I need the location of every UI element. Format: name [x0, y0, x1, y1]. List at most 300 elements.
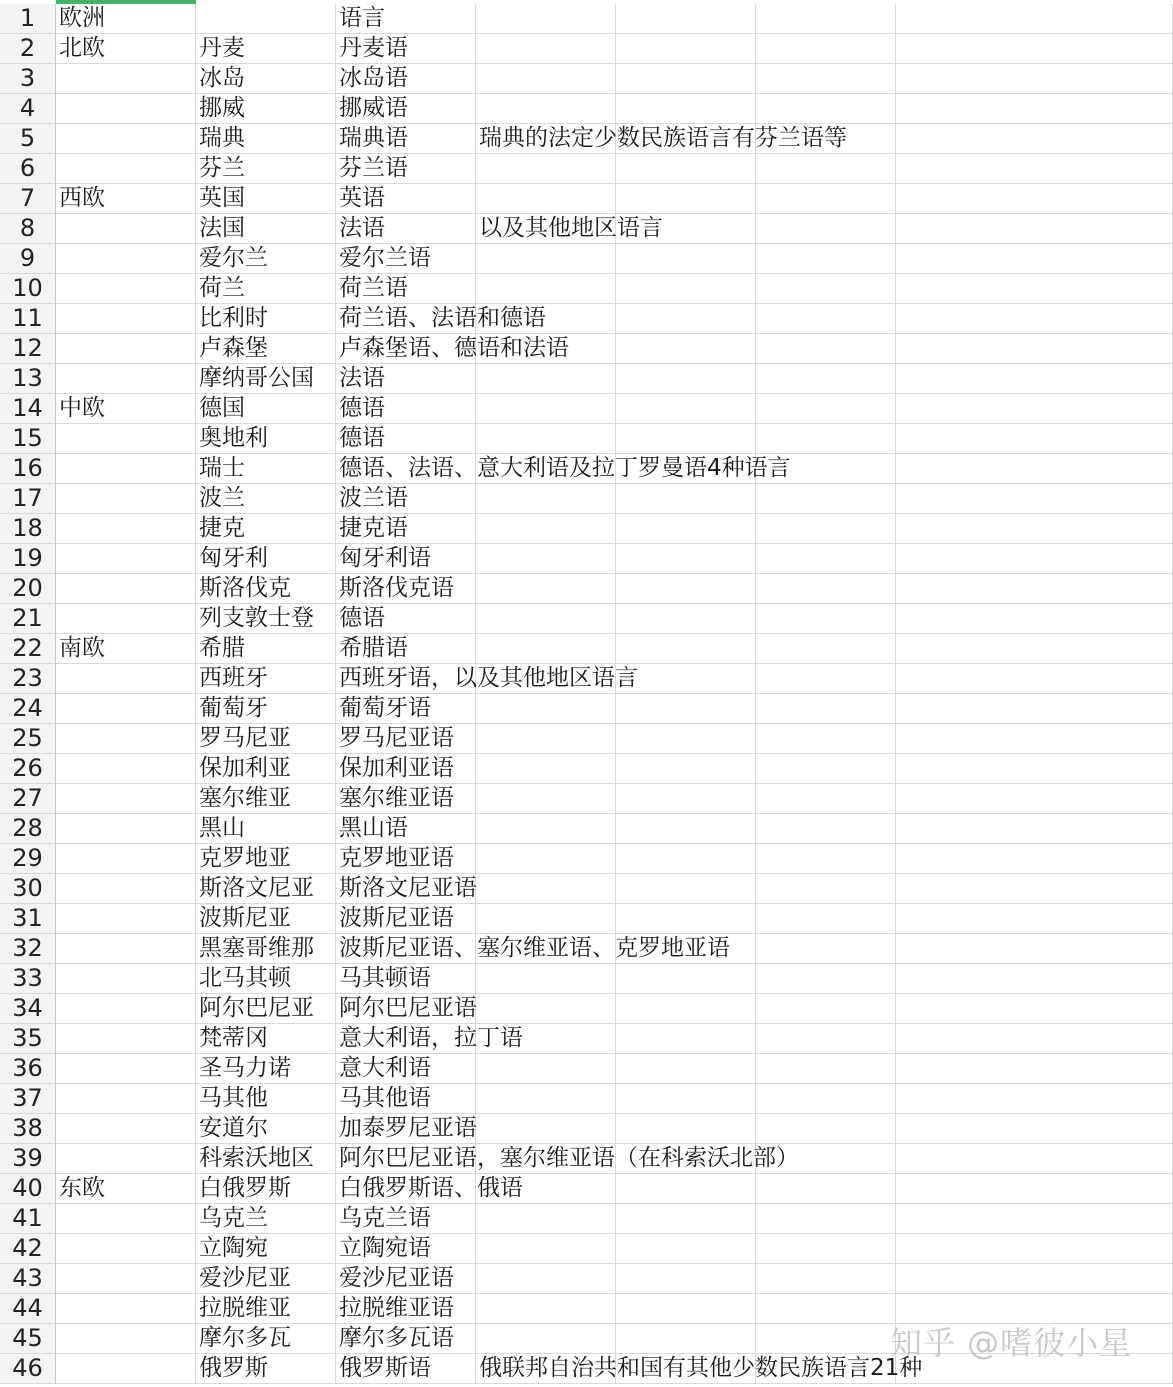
cell-empty[interactable]: [616, 64, 756, 94]
cell-empty[interactable]: [756, 154, 896, 184]
cell-language[interactable]: [336, 574, 476, 604]
row-number[interactable]: 21: [0, 604, 56, 634]
cell-language[interactable]: [336, 634, 476, 664]
cell-empty[interactable]: [616, 1054, 756, 1084]
row-number[interactable]: 24: [0, 694, 56, 724]
row-number[interactable]: 46: [0, 1354, 56, 1384]
cell-note[interactable]: [476, 184, 616, 214]
cell-empty[interactable]: [896, 784, 1173, 814]
cell-region[interactable]: [56, 214, 196, 244]
cell-region[interactable]: [56, 4, 196, 34]
cell-country[interactable]: [196, 754, 336, 784]
cell-empty[interactable]: [616, 484, 756, 514]
cell-language[interactable]: [336, 484, 476, 514]
cell-empty[interactable]: [616, 1294, 756, 1324]
cell-region[interactable]: [56, 484, 196, 514]
cell-empty[interactable]: [756, 1084, 896, 1114]
cell-empty[interactable]: [896, 514, 1173, 544]
cell-empty[interactable]: [896, 34, 1173, 64]
cell-country[interactable]: [196, 934, 336, 964]
cell-note[interactable]: [476, 154, 616, 184]
cell-region[interactable]: [56, 1024, 196, 1054]
cell-empty[interactable]: [756, 394, 896, 424]
cell-empty[interactable]: [756, 4, 896, 34]
cell-region[interactable]: [56, 544, 196, 574]
cell-language[interactable]: [336, 1174, 523, 1204]
row-number[interactable]: 42: [0, 1234, 56, 1264]
cell-empty[interactable]: [616, 394, 756, 424]
cell-note[interactable]: [476, 1204, 616, 1234]
cell-country[interactable]: [196, 1294, 336, 1324]
row-number[interactable]: 23: [0, 664, 56, 694]
cell-empty[interactable]: [616, 334, 756, 364]
cell-empty[interactable]: [756, 1264, 896, 1294]
cell-note[interactable]: [476, 784, 616, 814]
row-number[interactable]: 5: [0, 124, 56, 154]
cell-language[interactable]: [336, 1114, 476, 1144]
cell-note[interactable]: [476, 994, 616, 1024]
cell-region[interactable]: [56, 304, 196, 334]
cell-region[interactable]: [56, 154, 196, 184]
row-number[interactable]: 12: [0, 334, 56, 364]
cell-empty[interactable]: [616, 1324, 756, 1354]
cell-note[interactable]: [476, 1234, 616, 1264]
cell-empty[interactable]: [616, 274, 756, 304]
cell-empty[interactable]: [896, 934, 1173, 964]
cell-empty[interactable]: [896, 1144, 1173, 1174]
row-number[interactable]: 31: [0, 904, 56, 934]
cell-region[interactable]: [56, 1174, 196, 1204]
cell-empty[interactable]: [756, 544, 896, 574]
cell-empty[interactable]: [616, 874, 756, 904]
cell-language[interactable]: [336, 1264, 476, 1294]
cell-empty[interactable]: [756, 1114, 896, 1144]
cell-language[interactable]: [336, 1054, 476, 1084]
cell-region[interactable]: [56, 844, 196, 874]
cell-region[interactable]: [56, 934, 196, 964]
cell-country[interactable]: [196, 544, 336, 574]
cell-region[interactable]: [56, 1144, 196, 1174]
cell-empty[interactable]: [896, 94, 1173, 124]
row-number[interactable]: 10: [0, 274, 56, 304]
row-number[interactable]: 2: [0, 34, 56, 64]
cell-region[interactable]: [56, 334, 196, 364]
cell-empty[interactable]: [756, 724, 896, 754]
cell-empty[interactable]: [756, 874, 896, 904]
cell-empty[interactable]: [616, 184, 756, 214]
cell-note[interactable]: [476, 844, 616, 874]
cell-region[interactable]: [56, 514, 196, 544]
cell-country[interactable]: [196, 964, 336, 994]
cell-region[interactable]: [56, 394, 196, 424]
cell-country[interactable]: [196, 1084, 336, 1114]
cell-note[interactable]: [476, 964, 616, 994]
cell-empty[interactable]: [896, 634, 1173, 664]
cell-country[interactable]: [196, 1054, 336, 1084]
cell-note[interactable]: [476, 64, 616, 94]
cell-country[interactable]: [196, 904, 336, 934]
cell-region[interactable]: [56, 724, 196, 754]
cell-empty[interactable]: [756, 244, 896, 274]
cell-country[interactable]: [196, 1024, 336, 1054]
cell-empty[interactable]: [756, 784, 896, 814]
cell-region[interactable]: [56, 694, 196, 724]
cell-note[interactable]: [476, 424, 616, 454]
cell-region[interactable]: [56, 1084, 196, 1114]
cell-empty[interactable]: [616, 154, 756, 184]
cell-language[interactable]: [336, 424, 476, 454]
row-number[interactable]: 39: [0, 1144, 56, 1174]
cell-region[interactable]: [56, 1054, 196, 1084]
row-number[interactable]: 34: [0, 994, 56, 1024]
cell-note[interactable]: [476, 34, 616, 64]
cell-empty[interactable]: [756, 904, 896, 934]
cell-note[interactable]: [476, 94, 616, 124]
cell-empty[interactable]: [616, 814, 756, 844]
cell-region[interactable]: [56, 1114, 196, 1144]
cell-empty[interactable]: [756, 634, 896, 664]
cell-empty[interactable]: [896, 484, 1173, 514]
cell-language[interactable]: [336, 1234, 476, 1264]
row-number[interactable]: 11: [0, 304, 56, 334]
cell-country[interactable]: [196, 814, 336, 844]
row-number[interactable]: 4: [0, 94, 56, 124]
cell-language[interactable]: [336, 64, 476, 94]
row-number[interactable]: 41: [0, 1204, 56, 1234]
cell-region[interactable]: [56, 184, 196, 214]
cell-language[interactable]: [336, 604, 476, 634]
cell-language[interactable]: [336, 904, 476, 934]
cell-empty[interactable]: [756, 1294, 896, 1324]
cell-country[interactable]: [196, 274, 336, 304]
row-number[interactable]: 32: [0, 934, 56, 964]
cell-empty[interactable]: [756, 334, 896, 364]
cell-empty[interactable]: [896, 754, 1173, 784]
cell-country[interactable]: [196, 1204, 336, 1234]
cell-note[interactable]: [476, 484, 616, 514]
cell-empty[interactable]: [756, 1234, 896, 1264]
cell-language[interactable]: [336, 154, 476, 184]
cell-empty[interactable]: [616, 784, 756, 814]
cell-empty[interactable]: [896, 274, 1173, 304]
cell-empty[interactable]: [896, 394, 1173, 424]
cell-note[interactable]: [476, 1084, 616, 1114]
cell-country[interactable]: [196, 664, 336, 694]
row-number[interactable]: 38: [0, 1114, 56, 1144]
cell-region[interactable]: [56, 1324, 196, 1354]
cell-country[interactable]: [196, 424, 336, 454]
cell-region[interactable]: [56, 424, 196, 454]
cell-country[interactable]: [196, 604, 336, 634]
cell-language[interactable]: [336, 454, 791, 484]
cell-language[interactable]: [336, 34, 476, 64]
cell-country[interactable]: [196, 574, 336, 604]
row-number[interactable]: 18: [0, 514, 56, 544]
cell-country[interactable]: [196, 454, 336, 484]
cell-region[interactable]: [56, 244, 196, 274]
cell-language[interactable]: [336, 214, 476, 244]
cell-empty[interactable]: [756, 964, 896, 994]
cell-empty[interactable]: [616, 964, 756, 994]
cell-language[interactable]: [336, 274, 476, 304]
cell-note[interactable]: [476, 724, 616, 754]
cell-empty[interactable]: [616, 244, 756, 274]
cell-region[interactable]: [56, 34, 196, 64]
cell-note[interactable]: [476, 604, 616, 634]
cell-region[interactable]: [56, 64, 196, 94]
cell-language[interactable]: [336, 124, 476, 154]
cell-empty[interactable]: [756, 1054, 896, 1084]
cell-country[interactable]: [196, 514, 336, 544]
cell-empty[interactable]: [896, 994, 1173, 1024]
cell-empty[interactable]: [896, 604, 1173, 634]
row-number[interactable]: 45: [0, 1324, 56, 1354]
cell-language[interactable]: [336, 874, 476, 904]
cell-empty[interactable]: [756, 214, 896, 244]
cell-empty[interactable]: [896, 1204, 1173, 1234]
cell-empty[interactable]: [756, 934, 896, 964]
cell-empty[interactable]: [896, 454, 1173, 484]
cell-region[interactable]: [56, 604, 196, 634]
cell-country[interactable]: [196, 4, 336, 34]
cell-language[interactable]: [336, 244, 476, 274]
cell-empty[interactable]: [756, 34, 896, 64]
cell-empty[interactable]: [616, 1084, 756, 1114]
cell-language[interactable]: [336, 1204, 476, 1234]
cell-region[interactable]: [56, 124, 196, 154]
cell-language[interactable]: [336, 844, 476, 874]
cell-language[interactable]: [336, 724, 476, 754]
cell-empty[interactable]: [896, 64, 1173, 94]
cell-language[interactable]: [336, 334, 569, 364]
row-number[interactable]: 22: [0, 634, 56, 664]
cell-language[interactable]: [336, 934, 730, 964]
row-number[interactable]: 17: [0, 484, 56, 514]
cell-empty[interactable]: [896, 1054, 1173, 1084]
row-number[interactable]: 43: [0, 1264, 56, 1294]
row-number[interactable]: 6: [0, 154, 56, 184]
cell-empty[interactable]: [616, 34, 756, 64]
cell-language[interactable]: [336, 1084, 476, 1114]
cell-empty[interactable]: [616, 1024, 756, 1054]
cell-language[interactable]: [336, 1294, 476, 1324]
row-number[interactable]: 30: [0, 874, 56, 904]
row-number[interactable]: 1: [0, 4, 56, 34]
cell-empty[interactable]: [616, 1234, 756, 1264]
row-number[interactable]: 37: [0, 1084, 56, 1114]
cell-language[interactable]: [336, 754, 476, 784]
cell-country[interactable]: [196, 34, 336, 64]
row-number[interactable]: 14: [0, 394, 56, 424]
cell-note[interactable]: [476, 394, 616, 424]
cell-empty[interactable]: [756, 1024, 896, 1054]
cell-country[interactable]: [196, 634, 336, 664]
cell-country[interactable]: [196, 184, 336, 214]
cell-empty[interactable]: [896, 1114, 1173, 1144]
cell-note[interactable]: [476, 1264, 616, 1294]
cell-region[interactable]: [56, 904, 196, 934]
cell-empty[interactable]: [616, 364, 756, 394]
cell-empty[interactable]: [896, 724, 1173, 754]
cell-country[interactable]: [196, 334, 336, 364]
row-number[interactable]: 26: [0, 754, 56, 784]
cell-country[interactable]: [196, 994, 336, 1024]
cell-note[interactable]: [476, 364, 616, 394]
cell-empty[interactable]: [616, 1264, 756, 1294]
cell-region[interactable]: [56, 874, 196, 904]
row-number[interactable]: 29: [0, 844, 56, 874]
cell-empty[interactable]: [896, 814, 1173, 844]
cell-empty[interactable]: [616, 904, 756, 934]
cell-empty[interactable]: [756, 574, 896, 604]
cell-empty[interactable]: [896, 844, 1173, 874]
cell-note[interactable]: [476, 574, 616, 604]
cell-empty[interactable]: [896, 4, 1173, 34]
cell-empty[interactable]: [616, 1174, 756, 1204]
cell-region[interactable]: [56, 364, 196, 394]
cell-language[interactable]: [336, 1024, 523, 1054]
cell-note[interactable]: [476, 634, 616, 664]
cell-empty[interactable]: [756, 94, 896, 124]
cell-empty[interactable]: [756, 184, 896, 214]
row-number[interactable]: 7: [0, 184, 56, 214]
cell-note[interactable]: [476, 814, 616, 844]
cell-language[interactable]: [336, 1144, 799, 1174]
cell-empty[interactable]: [896, 1234, 1173, 1264]
cell-country[interactable]: [196, 784, 336, 814]
cell-language[interactable]: [336, 184, 476, 214]
cell-empty[interactable]: [616, 574, 756, 604]
cell-note[interactable]: [476, 1114, 616, 1144]
cell-empty[interactable]: [896, 424, 1173, 454]
cell-empty[interactable]: [616, 604, 756, 634]
cell-note[interactable]: [476, 244, 616, 274]
cell-country[interactable]: [196, 304, 336, 334]
cell-empty[interactable]: [896, 1084, 1173, 1114]
cell-empty[interactable]: [756, 304, 896, 334]
cell-empty[interactable]: [896, 1024, 1173, 1054]
cell-empty[interactable]: [756, 844, 896, 874]
cell-region[interactable]: [56, 994, 196, 1024]
cell-empty[interactable]: [756, 1204, 896, 1234]
cell-region[interactable]: [56, 784, 196, 814]
cell-note[interactable]: [476, 1054, 616, 1084]
cell-empty[interactable]: [896, 574, 1173, 604]
cell-note[interactable]: [476, 4, 616, 34]
cell-empty[interactable]: [896, 154, 1173, 184]
cell-country[interactable]: [196, 364, 336, 394]
row-number[interactable]: 35: [0, 1024, 56, 1054]
cell-note[interactable]: [476, 904, 616, 934]
cell-empty[interactable]: [756, 994, 896, 1024]
cell-empty[interactable]: [756, 814, 896, 844]
cell-empty[interactable]: [896, 124, 1173, 154]
cell-empty[interactable]: [896, 1174, 1173, 1204]
row-number[interactable]: 13: [0, 364, 56, 394]
cell-language[interactable]: [336, 4, 476, 34]
cell-empty[interactable]: [896, 214, 1173, 244]
cell-language[interactable]: [336, 784, 476, 814]
cell-region[interactable]: [56, 1264, 196, 1294]
cell-empty[interactable]: [896, 244, 1173, 274]
cell-empty[interactable]: [756, 754, 896, 784]
cell-country[interactable]: [196, 724, 336, 754]
cell-empty[interactable]: [896, 964, 1173, 994]
cell-language[interactable]: [336, 94, 476, 124]
cell-country[interactable]: [196, 874, 336, 904]
cell-region[interactable]: [56, 1354, 196, 1384]
cell-region[interactable]: [56, 574, 196, 604]
cell-empty[interactable]: [896, 544, 1173, 574]
cell-country[interactable]: [196, 1324, 336, 1354]
cell-country[interactable]: [196, 1144, 336, 1174]
cell-note[interactable]: [476, 214, 663, 244]
cell-region[interactable]: [56, 454, 196, 484]
cell-country[interactable]: [196, 124, 336, 154]
cell-empty[interactable]: [756, 1174, 896, 1204]
cell-note[interactable]: [476, 1354, 923, 1384]
cell-region[interactable]: [56, 814, 196, 844]
cell-empty[interactable]: [616, 94, 756, 124]
cell-empty[interactable]: [616, 694, 756, 724]
cell-country[interactable]: [196, 1234, 336, 1264]
cell-empty[interactable]: [896, 694, 1173, 724]
cell-empty[interactable]: [756, 274, 896, 304]
cell-empty[interactable]: [616, 724, 756, 754]
cell-note[interactable]: [476, 1324, 616, 1354]
cell-language[interactable]: [336, 544, 476, 574]
row-number[interactable]: 20: [0, 574, 56, 604]
cell-note[interactable]: [476, 274, 616, 304]
cell-empty[interactable]: [616, 4, 756, 34]
cell-empty[interactable]: [616, 514, 756, 544]
cell-empty[interactable]: [896, 874, 1173, 904]
cell-language[interactable]: [336, 394, 476, 424]
cell-empty[interactable]: [896, 184, 1173, 214]
cell-empty[interactable]: [756, 484, 896, 514]
cell-region[interactable]: [56, 1234, 196, 1264]
cell-empty[interactable]: [616, 994, 756, 1024]
cell-note[interactable]: [476, 754, 616, 784]
cell-empty[interactable]: [896, 364, 1173, 394]
cell-language[interactable]: [336, 364, 476, 394]
cell-empty[interactable]: [756, 64, 896, 94]
cell-country[interactable]: [196, 694, 336, 724]
cell-region[interactable]: [56, 1204, 196, 1234]
cell-region[interactable]: [56, 274, 196, 304]
cell-note[interactable]: [476, 124, 847, 154]
cell-country[interactable]: [196, 154, 336, 184]
cell-country[interactable]: [196, 844, 336, 874]
cell-empty[interactable]: [616, 424, 756, 454]
cell-empty[interactable]: [616, 634, 756, 664]
cell-empty[interactable]: [896, 334, 1173, 364]
row-number[interactable]: 19: [0, 544, 56, 574]
cell-empty[interactable]: [756, 604, 896, 634]
cell-country[interactable]: [196, 214, 336, 244]
cell-empty[interactable]: [616, 304, 756, 334]
cell-country[interactable]: [196, 1114, 336, 1144]
row-number[interactable]: 15: [0, 424, 56, 454]
row-number[interactable]: 9: [0, 244, 56, 274]
row-number[interactable]: 25: [0, 724, 56, 754]
cell-note[interactable]: [476, 514, 616, 544]
cell-language[interactable]: [336, 1354, 476, 1384]
cell-country[interactable]: [196, 1174, 336, 1204]
cell-country[interactable]: [196, 1264, 336, 1294]
cell-language[interactable]: [336, 304, 546, 334]
cell-language[interactable]: [336, 814, 476, 844]
